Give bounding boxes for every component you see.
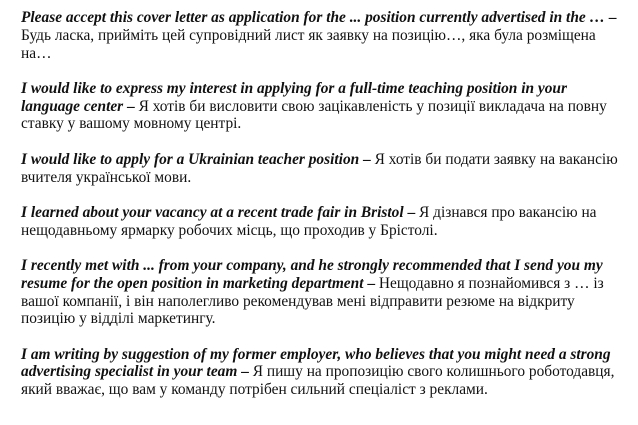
phrase-entry bbox=[21, 151, 623, 187]
english-phrase: Please accept this cover letter as application for the ... position currently advertised in the … bbox=[21, 9, 605, 26]
ukrainian-translation: Я хотів би висловити свою зацікавленість у позиції викладача на повну ставку у вашому мовному центрі. bbox=[21, 97, 607, 133]
phrase-separator: – bbox=[359, 150, 375, 168]
english-phrase: I learned about your vacancy at a recent trade fair in Bristol bbox=[21, 203, 404, 221]
phrase-entry bbox=[21, 346, 623, 399]
phrase-separator: – bbox=[403, 203, 420, 221]
phrase-separator: – bbox=[604, 9, 617, 26]
ukrainian-translation: Я хотів би подати заявку на вакансію вчителя української мови. bbox=[21, 150, 618, 186]
phrase-separator: – bbox=[123, 97, 139, 115]
ukrainian-translation: Я пишу на пропозицію свого колишнього роботодавця, який вважає, що вам у команду потрібен сильний спеціаліст з реклами. bbox=[21, 363, 615, 399]
phrase-entry bbox=[21, 204, 623, 240]
ukrainian-translation: Нещодавно я познайомився з … із вашої компанії, і він наполегливо рекомендував мені відправити резюме на відкриту позицію у відділі маркетингу. bbox=[21, 274, 604, 328]
phrase-list bbox=[21, 9, 623, 417]
ukrainian-translation: Будь ласка, прийміть цей супровідний лист як заявку на позицію…, яка була розміщена на… bbox=[21, 26, 596, 62]
phrase-separator: – bbox=[363, 274, 379, 292]
ukrainian-translation: Я дізнався про вакансію на нещодавньому ярмарку робочих місць, що проходив у Брістолі. bbox=[21, 203, 597, 239]
phrase-entry bbox=[21, 80, 623, 133]
phrase-entry bbox=[21, 257, 623, 328]
phrase-separator: – bbox=[237, 363, 253, 381]
english-phrase: I recently met with ... from your company, and he strongly recommended that I send you my resume for the open position in marketing department bbox=[21, 256, 603, 292]
phrase-entry bbox=[21, 9, 623, 62]
english-phrase: I would like to express my interest in applying for a full-time teaching position in your language center bbox=[21, 79, 567, 115]
english-phrase: I am writing by suggestion of my former employer, who believes that you might need a strong advertising specialist in your team bbox=[21, 345, 611, 381]
english-phrase: I would like to apply for a Ukrainian teacher position bbox=[21, 150, 360, 168]
